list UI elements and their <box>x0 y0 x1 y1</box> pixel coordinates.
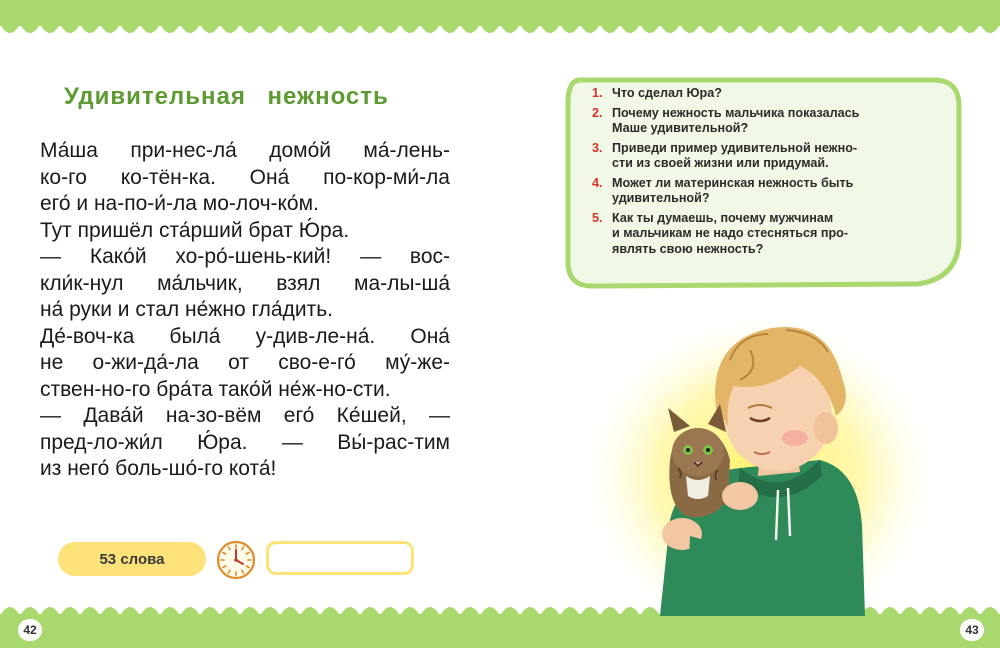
word-count-badge: 53 слова <box>58 542 206 576</box>
question-number: 2. <box>592 105 603 120</box>
story-line: ствен-но-го бра́та тако́й не́ж-но-сти. <box>40 377 391 401</box>
question-item <box>592 106 932 137</box>
story-text <box>40 138 450 483</box>
question-number: 5. <box>592 210 603 225</box>
question-text: Приведи пример удивительной нежно- <box>612 140 858 155</box>
question-item <box>592 86 932 102</box>
page-number-left: 42 <box>18 619 42 641</box>
question-text: удивительной? <box>612 191 710 205</box>
story-line: из него́ боль-шо́-го кота́! <box>40 457 277 480</box>
question-text: и мальчикам не надо стесняться про- <box>612 226 849 240</box>
story-line: — Дава́й на-зо-вём его́ Ке́шей, — <box>40 404 450 427</box>
story-line: пред-ло-жи́л Ю́ра. — Вы́-рас-тим <box>40 430 450 454</box>
question-text: являть свою нежность? <box>612 241 764 256</box>
question-number: 4. <box>592 175 603 190</box>
story-title: Удивительная нежность <box>64 83 389 110</box>
question-text: Маше удивительной? <box>612 121 749 135</box>
story-line: на́ руки и стал не́жно гла́дить. <box>40 298 333 321</box>
question-item <box>592 176 932 207</box>
story-line: его́ и на-по-и́-ла мо-лоч-ко́м. <box>40 192 319 215</box>
bottom-band <box>0 614 1000 648</box>
question-text: Может ли материнская нежность быть <box>612 175 854 190</box>
question-number: 3. <box>592 140 603 155</box>
boy-with-kitten-illustration <box>590 300 1000 616</box>
page-number-right: 43 <box>960 619 984 641</box>
question-text: Что сделал Юра? <box>612 86 722 100</box>
story-line: Де́-воч-ка была́ у-див-ле-на́. Она́ <box>40 324 450 348</box>
question-item <box>592 211 932 258</box>
question-text: сти из своей жизни или придумай. <box>612 156 829 170</box>
story-line: — Како́й хо-ро́-шень-кий! — вос- <box>40 245 450 268</box>
questions-list <box>592 86 932 261</box>
question-item <box>592 141 932 172</box>
top-scallop-border <box>0 20 1000 46</box>
story-line: ко-го ко-тён-ка. Она́ по-кор-ми́-ла <box>40 165 450 189</box>
story-line: Ма́ша при-нес-ла́ домо́й ма́-лень- <box>40 139 450 162</box>
reading-time-field[interactable] <box>266 541 414 575</box>
story-line: кли́к-нул ма́льчик, взял ма-лы-ша́ <box>40 271 450 295</box>
story-line: Тут пришёл ста́рший брат Ю́ра. <box>40 218 350 242</box>
clock-icon <box>216 540 256 580</box>
question-number: 1. <box>592 86 603 100</box>
question-text: Как ты думаешь, почему мужчинам <box>612 210 834 225</box>
question-text: Почему нежность мальчика показалась <box>612 105 860 120</box>
story-line: не о-жи-да́-ла от сво-е-го́ му́-же- <box>40 351 450 374</box>
